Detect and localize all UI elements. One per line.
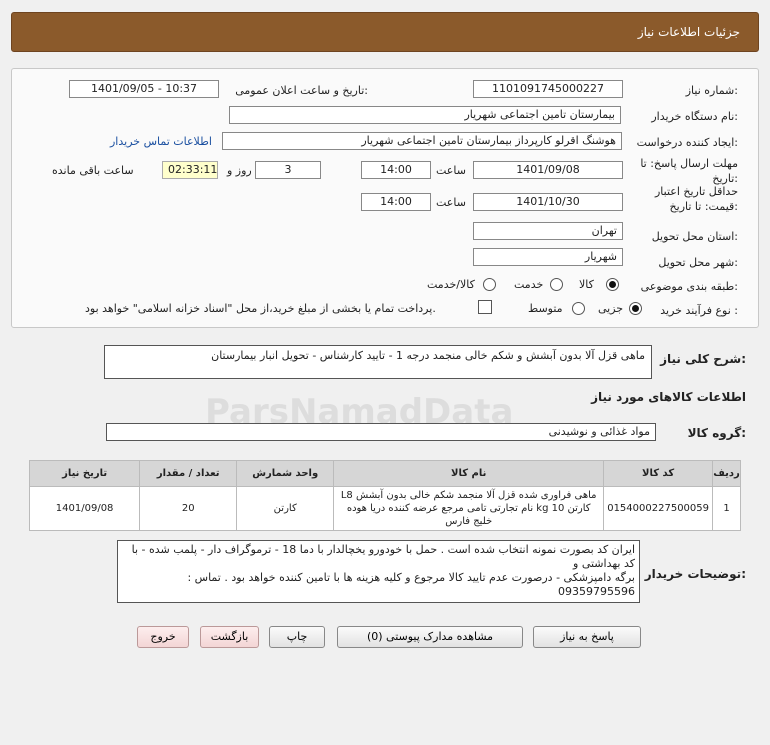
cell-unit: کارتن (237, 487, 334, 531)
deadline-date-field: 1401/09/08 (473, 161, 623, 179)
col-header-date: تاریخ نیاز (30, 461, 140, 487)
cell-code: 0154000227500059 (604, 487, 713, 531)
print-button[interactable]: چاپ (269, 626, 325, 648)
need-number-field: 1101091745000227 (473, 80, 623, 98)
buyer-label: نام دستگاه خریدار: (651, 110, 738, 123)
announce-field: 1401/09/05 - 10:37 (69, 80, 219, 98)
goods-group-label: گروه کالا: (687, 426, 746, 440)
category-option-both: کالا/خدمت (427, 278, 475, 291)
creator-field: هوشنگ اقرلو کارپرداز بیمارستان تامین اجتماعی شهریار (222, 132, 622, 150)
days-label: روز و (227, 164, 252, 177)
col-header-code: کد کالا (604, 461, 713, 487)
watermark-logo: ParsNamadData (205, 392, 514, 432)
validity-date-field: 1401/10/30 (473, 193, 623, 211)
province-field: تهران (473, 222, 623, 240)
table-row (30, 487, 741, 531)
validity-label-2: قیمت: تا تاریخ: (669, 200, 738, 213)
buyer-notes-label: توضیحات خریدار: (644, 567, 746, 581)
cell-qty: 20 (140, 487, 237, 531)
items-table (29, 460, 741, 531)
description-field: ماهی قزل آلا بدون آبشش و شکم خالی منجمد درجه 1 - تایید کارشناس - تحویل انبار بیمارستان (104, 345, 652, 379)
cell-date: 1401/09/08 (30, 487, 140, 531)
buyer-notes-line-1: ایران کد بصورت نمونه انتخاب شده است . حمل با خودورو یخچالدار با دما 18 - ترموگراف دار - پلمب شده - با کد بهداشتی و (131, 543, 635, 570)
reply-button[interactable]: پاسخ به نیاز (533, 626, 641, 648)
exit-button[interactable]: خروج (137, 626, 189, 648)
process-radio-medium[interactable] (572, 302, 585, 315)
page-title: جزئیات اطلاعات نیاز (637, 25, 740, 39)
col-header-name: نام کالا (334, 461, 604, 487)
process-radio-minor[interactable] (629, 302, 642, 315)
table-header-row (30, 461, 741, 487)
creator-label: ایجاد کننده درخواست: (636, 136, 738, 149)
city-field: شهریار (473, 248, 623, 266)
category-option-goods: کالا (579, 278, 594, 291)
description-label: شرح کلی نیاز: (660, 352, 746, 366)
deadline-time-field: 14:00 (361, 161, 431, 179)
category-option-service: خدمت (514, 278, 544, 291)
city-label: شهر محل تحویل: (658, 256, 738, 269)
process-label: نوع فرآیند خرید : (660, 304, 738, 317)
validity-time-field: 14:00 (361, 193, 431, 211)
deadline-time-label: ساعت (436, 164, 466, 177)
category-radio-service[interactable] (550, 278, 563, 291)
days-field: 3 (255, 161, 321, 179)
col-header-row: ردیف (713, 461, 741, 487)
announce-label: تاریخ و ساعت اعلان عمومی: (235, 84, 368, 97)
category-label: طبقه بندی موضوعی: (640, 280, 738, 293)
col-header-qty: تعداد / مقدار (140, 461, 237, 487)
buyer-field: بیمارستان تامین اجتماعی شهریار (229, 106, 621, 124)
page-header (11, 12, 759, 52)
goods-section-title: اطلاعات کالاهای مورد نیاز (591, 390, 746, 404)
category-radio-goods[interactable] (606, 278, 619, 291)
process-option-minor: جزیی (598, 302, 624, 315)
attachments-button[interactable]: مشاهده مدارک پیوستی (0) (337, 626, 523, 648)
treasury-payment-note: پرداخت تمام یا بخشی از مبلغ خرید،از محل "اسناد خزانه اسلامی" خواهد بود. (85, 302, 436, 315)
deadline-label-2: تاریخ: (712, 172, 738, 185)
buyer-contact-link[interactable]: اطلاعات تماس خریدار (110, 135, 212, 148)
category-radio-both[interactable] (483, 278, 496, 291)
validity-label: حداقل تاریخ اعتبار (654, 185, 738, 198)
remaining-time-field: 02:33:11 (162, 161, 218, 179)
deadline-label: مهلت ارسال پاسخ: تا (640, 157, 738, 170)
validity-time-label: ساعت (436, 196, 466, 209)
need-number-label: شماره نیاز: (685, 84, 738, 97)
treasury-payment-checkbox[interactable] (478, 300, 492, 314)
col-header-unit: واحد شمارش (237, 461, 334, 487)
buyer-notes-line-2: برگه دامپزشکی - درصورت عدم تایید کالا مرجوع و کلیه هزینه ها با تامین کننده خواهد بود . تماس : (187, 571, 635, 584)
province-label: استان محل تحویل: (651, 230, 738, 243)
remaining-label: ساعت باقی مانده (52, 164, 134, 177)
goods-group-field: مواد غذائی و نوشیدنی (106, 423, 656, 441)
cell-name: ماهی فراوری شده قزل آلا منجمد شکم خالی بدون آبشش L8 کارتن 10 kg نام تجارتی تامی مرجع عرضه کننده دریا هوده خلیج فارس (334, 487, 604, 531)
back-button[interactable]: بازگشت (200, 626, 259, 648)
process-option-medium: متوسط (528, 302, 563, 315)
buyer-notes-field (117, 540, 640, 603)
cell-row: 1 (713, 487, 741, 531)
buyer-notes-line-3: 09359795596 (558, 585, 635, 598)
